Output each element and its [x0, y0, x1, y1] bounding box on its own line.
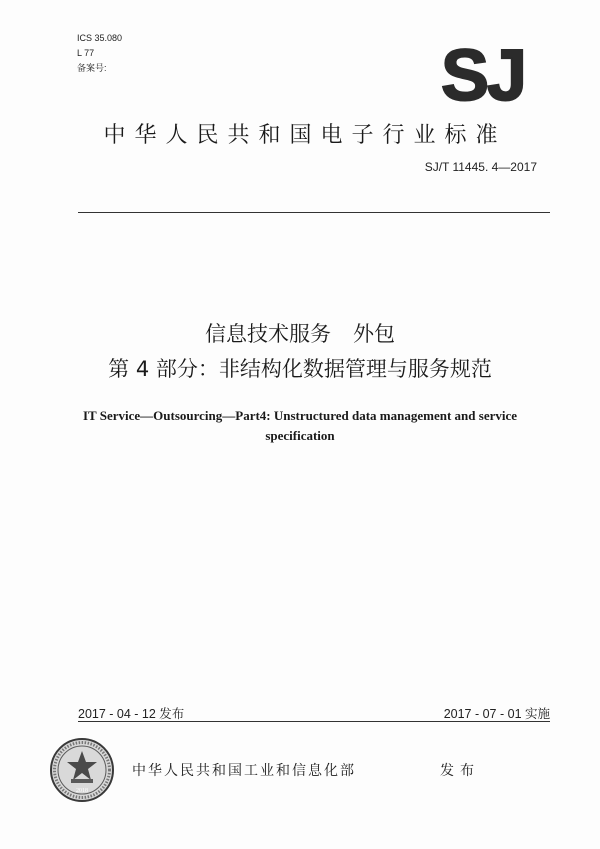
seal-year-text: 2018 [76, 788, 88, 794]
classification-block [77, 31, 122, 76]
english-title-line-2: specification [265, 428, 335, 443]
sj-logo-text: SJ [440, 40, 526, 108]
english-title [60, 406, 540, 446]
issue-label: 发布 [440, 763, 480, 779]
chinese-title-line-2: 第 4 部分：非结构化数据管理与服务规范 [108, 357, 492, 381]
title-part-b: 外包 [353, 322, 395, 346]
bottom-divider [78, 721, 550, 722]
filing-number-label: 备案号: [77, 63, 107, 73]
ics-code: ICS 35.080 [77, 33, 123, 43]
chinese-title-line-1 [0, 318, 600, 348]
english-title-line-1: IT Service—Outsourcing—Part4: Unstructured data management and service [82, 408, 518, 423]
sj-logo-icon [433, 40, 533, 108]
issuing-sector-title: 中华人民共和国电子行业标准 [103, 123, 507, 148]
effective-date: 2017 - 07 - 01 实施 [443, 707, 550, 721]
top-divider [78, 212, 550, 213]
title-part-a: 信息技术服务 [205, 322, 331, 346]
category-code: L 77 [77, 48, 95, 58]
standard-number: SJ/T 11445. 4—2017 [424, 160, 537, 174]
issue-date: 2017 - 04 - 12 发布 [78, 707, 185, 721]
issuing-authority: 中华人民共和国工业和信息化部 [132, 763, 356, 779]
ministry-seal-icon [49, 737, 115, 803]
